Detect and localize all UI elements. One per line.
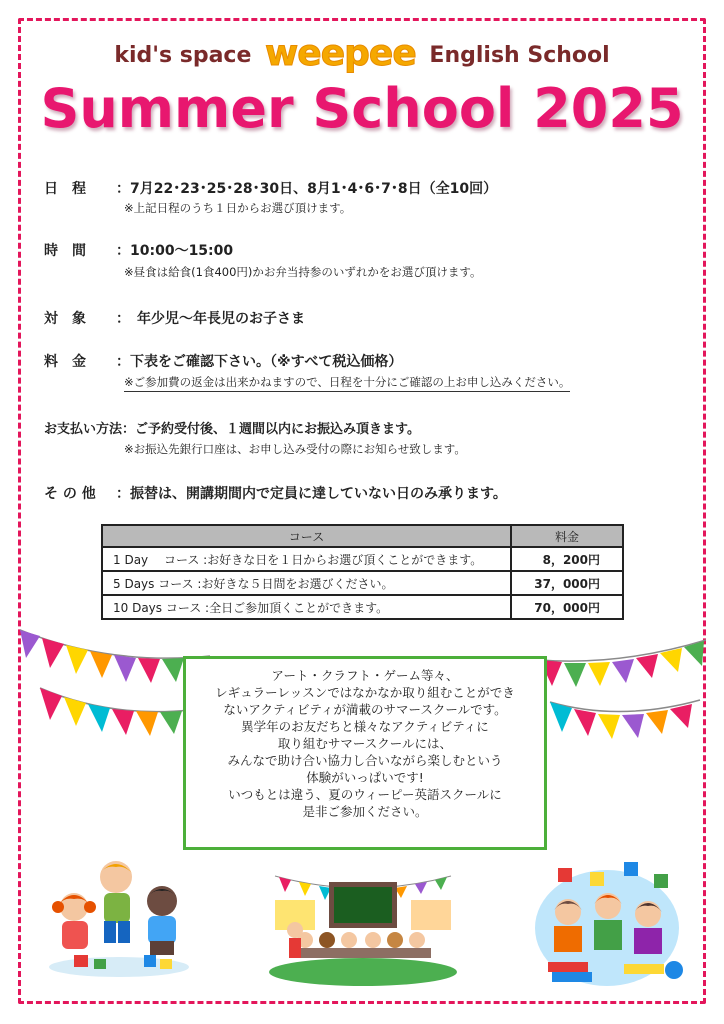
schedule-value: ：7月22･23･25･28･30日、8月1･4･6･7･8日（全10回） — [116, 181, 498, 197]
table-row — [102, 547, 623, 571]
payment-row — [44, 418, 420, 437]
bunting-flags-right-icon — [540, 636, 706, 756]
target-label: 対 象 — [44, 311, 86, 327]
page-title: Summer School 2025 — [40, 77, 684, 140]
brand-prefix: kid's space — [114, 43, 252, 68]
message-line: いつもとは違う、夏のウィーピー英語スクールに — [228, 787, 502, 802]
message-line: レギュラーレッスンではなかなか取り組むことができ — [215, 685, 515, 700]
payment-label: お支払い方法： — [44, 422, 136, 437]
fee-column-header: 料金 — [511, 525, 623, 547]
course-column-header: コース — [102, 525, 511, 547]
time-label: 時 間 — [44, 243, 86, 259]
time-row — [44, 240, 233, 260]
target-row — [44, 308, 305, 328]
message-line: みんなで助け合い協力し合いながら楽しむという — [227, 753, 503, 768]
fee-note: ※ご参加費の返金は出来かねますので、日程を十分にご確認の上お申し込みください。 — [124, 374, 570, 392]
message-line: 体験がいっぱいです! — [306, 770, 424, 785]
other-row — [44, 483, 507, 503]
other-value: ：振替は、開講期間内で定員に達していない日のみ承ります。 — [116, 486, 507, 502]
time-note: ※昼食は給食(1食400円)かお弁当持参のいずれかをお選び頂けます。 — [124, 265, 482, 279]
fee-label: 料 金 — [44, 354, 86, 370]
price-table — [101, 524, 624, 620]
schedule-note: ※上記日程のうち１日からお選び頂けます。 — [124, 201, 352, 215]
fee-value: ：下表をご確認下さい。（※すべて税込価格） — [116, 354, 403, 370]
course-cell: 1 Day コース :お好きな日を１日からお選び頂くことができます。 — [102, 547, 511, 571]
course-cell: 5 Days コース :お好きな５日間をお選びください。 — [102, 571, 511, 595]
message-line: ないアクティビティが満載のサマースクールです。 — [223, 702, 507, 717]
fee-row — [44, 351, 402, 371]
brand-suffix: English School — [429, 43, 610, 68]
schedule-row — [44, 178, 497, 198]
payment-value: ご予約受付後、１週間以内にお振込み頂きます。 — [135, 422, 420, 437]
kids-reading-illustration-icon — [528, 858, 686, 990]
table-row — [102, 595, 623, 619]
message-line: 取り組むサマースクールには、 — [277, 736, 453, 751]
other-label: そ の 他 — [44, 486, 96, 502]
bunting-flags-left-icon — [20, 626, 210, 756]
message-line: アート・クラフト・ゲーム等々、 — [271, 668, 459, 683]
message-line: 異学年のお友だちと様々なアクティビティに — [241, 719, 489, 734]
kids-painting-illustration-icon — [44, 855, 194, 980]
price-table-header — [102, 525, 623, 547]
weepee-logo: weepee — [265, 33, 416, 74]
table-row — [102, 571, 623, 595]
fee-cell: 70，000円 — [511, 595, 623, 619]
classroom-illustration-icon — [265, 860, 461, 990]
brand-line — [0, 34, 724, 76]
message-line: 是非ご参加ください。 — [302, 804, 428, 819]
fee-cell: 37，000円 — [511, 571, 623, 595]
target-value: ： 年少児～年長児のお子さま — [116, 311, 305, 327]
payment-note: ※お振込先銀行口座は、お申し込み受付の際にお知らせ致します。 — [124, 442, 466, 456]
course-cell: 10 Days コース :全日ご参加頂くことができます。 — [102, 595, 511, 619]
fee-cell: 8，200円 — [511, 547, 623, 571]
time-value: ：10:00～15:00 — [116, 243, 234, 259]
message-box — [183, 656, 547, 850]
schedule-label: 日 程 — [44, 181, 86, 197]
